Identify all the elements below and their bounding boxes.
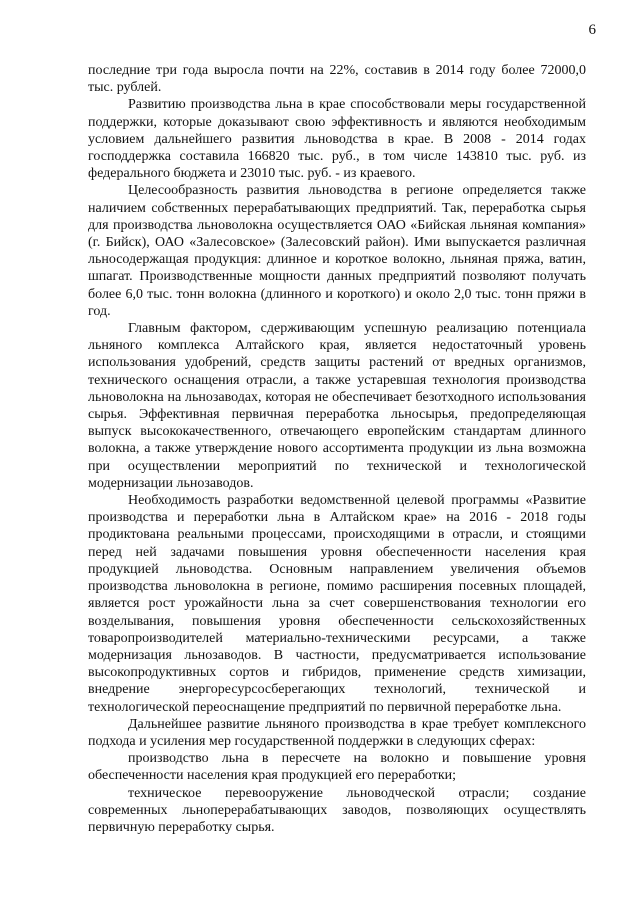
document-body [88, 62, 586, 836]
paragraph-3: Целесообразность развития льноводства в регионе определяется также наличием собственных перерабатывающих предприятий. Так, переработка сырья для производства льноволокна осуществляется ОАО «Бийская льняная компания» (г. Бийск), ОАО «Залесовское» (Залесовский район). Ими выпускается различная льносодержащая продукция: длинное и короткое волокно, льняная пряжа, ватин, шпагат. Производственные мощности данных предприятий позволяют получать более 6,0 тыс. тонн волокна (длинного и короткого) и около 2,0 тыс. тонн пряжи в год. [88, 183, 586, 319]
paragraph-6: Дальнейшее развитие льняного производства в крае требует комплексного подхода и усиления мер государственной поддержки в следующих сферах: [88, 716, 586, 749]
paragraph-2: Развитию производства льна в крае способствовали меры государственной поддержки, которые доказывают свою эффективность и являются необходимым условием дальнейшего развития льноводства в крае. В 2008 - 2014 годах господдержка составила 166820 тыс. руб., в том числе 143810 тыс. руб. из федерального бюджета и 23010 тыс. руб. - из краевого. [88, 97, 586, 182]
paragraph-7: производство льна в пересчете на волокно и повышение уровня обеспеченности населения края продукцией его переработки; [88, 751, 586, 784]
page-number: 6 [588, 22, 596, 38]
paragraph-4: Главным фактором, сдерживающим успешную реализацию потенциала льняного комплекса Алтайского края, является недостаточный уровень использования удобрений, средств защиты растений от вредных организмов, технического оснащения отрасли, а также устаревшая технология производства льноволокна на льнозаводах, которая не обеспечивает безотходного использования сырья. Эффективная первичная переработка льносырья, предопределяющая выпуск высококачественного, отвечающего европейским стандартам длинного волокна, а также утверждение нового ассортимента продукции из льна возможна при осуществлении мероприятий по технической и технологической модернизации льнозаводов. [88, 321, 586, 491]
paragraph-1: последние три года выросла почти на 22%, составив в 2014 году более 72000,0 тыс. рублей. [88, 63, 586, 96]
paragraph-8: техническое перевооружение льноводческой отрасли; создание современных льноперерабатывающих заводов, позволяющих осуществлять первичную переработку сырья. [88, 785, 586, 835]
paragraph-5: Необходимость разработки ведомственной целевой программы «Развитие производства и переработки льна в Алтайском крае» на 2016 - 2018 годы продиктована реальными процессами, происходящими в отрасли, и стоящими перед ней задачами повышения уровня обеспеченности населения края продукцией льноводства. Основным направлением увеличения объемов производства льноволокна в регионе, помимо расширения посевных площадей, является рост урожайности льна за счет совершенствования технологии его возделывания, повышения уровня обеспеченности сельскохозяйственных товаропроизводителей материально-техническими ресурсами, а также модернизация льнозаводов. В частности, предусматривается использование высокопродуктивных сортов и гибридов, применение средств химизации, внедрение энергоресурсосберегающих технологий, технической и технологической переоснащение предприятий по первичной переработке льна. [88, 493, 586, 715]
